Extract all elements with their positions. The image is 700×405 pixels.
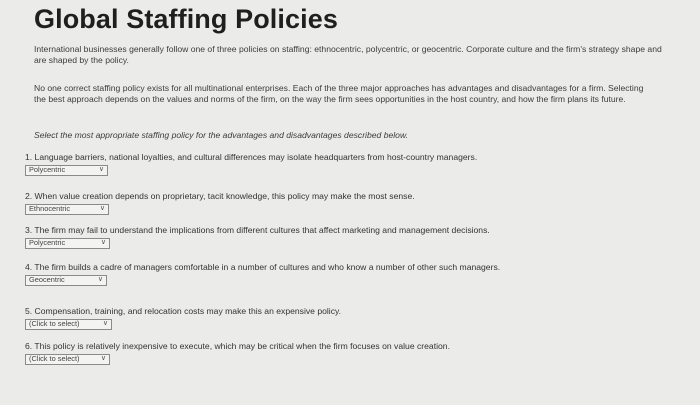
question-1 (25, 152, 477, 176)
chevron-down-icon: ∨ (102, 319, 108, 327)
question-text: 6. This policy is relatively inexpensive to execute, which may be critical when the firm focuses on value creation. (25, 341, 450, 351)
chevron-down-icon: ∨ (98, 165, 104, 173)
answer-dropdown-1[interactable] (25, 165, 108, 176)
context-paragraph: No one correct staffing policy exists for all multinational enterprises. Each of the three major approaches has advantages and disadvantages for a firm. Selecting the best approach depends on the values and norms of the firm, on the way the firm sees opportunities in the host country, and how the firm plans its future. (34, 83, 644, 104)
question-3 (25, 225, 490, 249)
dropdown-value: (Click to select) (29, 318, 80, 328)
dropdown-value: (Click to select) (29, 353, 80, 363)
question-6 (25, 341, 450, 365)
chevron-down-icon: ∨ (99, 204, 105, 212)
answer-dropdown-6[interactable] (25, 354, 110, 365)
intro-paragraph: International businesses generally follow one of three policies on staffing: ethnocentric, polycentric, or geocentric. Corporate culture and the firm's strategy shape and are shaped by the policy. (34, 44, 662, 65)
question-text: 5. Compensation, training, and relocation costs may make this an expensive policy. (25, 306, 342, 316)
chevron-down-icon: ∨ (97, 275, 103, 283)
chevron-down-icon: ∨ (100, 238, 106, 246)
question-5 (25, 306, 341, 330)
answer-dropdown-2[interactable] (25, 204, 109, 215)
question-text: 4. The firm builds a cadre of managers comfortable in a number of cultures and who know a number of other such managers. (25, 262, 501, 272)
answer-dropdown-4[interactable] (25, 275, 107, 286)
dropdown-value: Polycentric (29, 237, 66, 247)
chevron-down-icon: ∨ (100, 354, 106, 362)
dropdown-value: Ethnocentric (29, 203, 71, 213)
instruction-text: Select the most appropriate staffing policy for the advantages and disadvantages described below. (34, 130, 409, 140)
question-4 (25, 262, 500, 286)
dropdown-value: Geocentric (29, 274, 65, 284)
question-text: 1. Language barriers, national loyalties, and cultural differences may isolate headquarters from host-country managers. (25, 152, 478, 162)
question-2 (25, 191, 415, 215)
question-text: 3. The firm may fail to understand the implications from different cultures that affect marketing and management decisions. (25, 225, 490, 235)
answer-dropdown-5[interactable] (25, 319, 112, 330)
question-text: 2. When value creation depends on proprietary, tacit knowledge, this policy may make the most sense. (25, 191, 415, 201)
answer-dropdown-3[interactable] (25, 238, 110, 249)
dropdown-value: Polycentric (29, 164, 66, 174)
page-title: Global Staffing Policies (34, 4, 338, 34)
